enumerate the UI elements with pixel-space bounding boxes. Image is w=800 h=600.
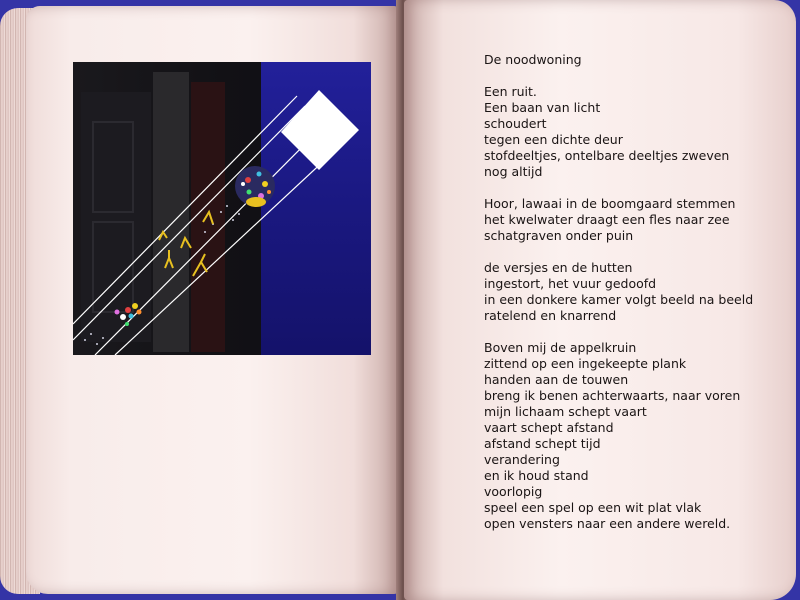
poem-line: ingestort, het vuur gedoofd	[484, 276, 657, 291]
poem-stanza	[484, 196, 784, 244]
poem	[484, 52, 784, 548]
poem-title: De noodwoning	[484, 52, 582, 67]
poem-line: voorlopig	[484, 484, 543, 499]
poem-line: in een donkere kamer volgt beeld na beeld	[484, 292, 754, 307]
red-column	[191, 82, 225, 352]
poem-line: breng ik benen achterwaarts, naar voren	[484, 388, 741, 403]
poem-stanzas	[484, 84, 784, 532]
poem-line: handen aan de touwen	[484, 372, 629, 387]
poem-line: Een baan van licht	[484, 100, 601, 115]
poem-line: vaart schept afstand	[484, 420, 614, 435]
poem-line: afstand schept tijd	[484, 436, 601, 451]
poem-line: stofdeeltjes, ontelbare deeltjes zweven	[484, 148, 730, 163]
poem-line: en ik houd stand	[484, 468, 589, 483]
poem-stanza	[484, 84, 784, 180]
poem-line: schoudert	[484, 116, 547, 131]
poem-line: zittend op een ingekeepte plank	[484, 356, 687, 371]
poem-stanza	[484, 260, 784, 324]
poem-line: Boven mij de appelkruin	[484, 340, 637, 355]
poem-line: speel een spel op een wit plat vlak	[484, 500, 702, 515]
poem-line: tegen een dichte deur	[484, 132, 623, 147]
poem-line: open vensters naar een andere wereld.	[484, 516, 731, 531]
poem-line: verandering	[484, 452, 560, 467]
poem-line: Hoor, lawaai in de boomgaard stemmen	[484, 196, 736, 211]
painting-illustration	[73, 62, 371, 355]
poem-line: nog altijd	[484, 164, 543, 179]
poem-stanza	[484, 340, 784, 532]
poem-line: schatgraven onder puin	[484, 228, 634, 243]
poem-line: mijn lichaam schept vaart	[484, 404, 647, 419]
poem-line: het kwelwater draagt een fles naar zee	[484, 212, 730, 227]
poem-line: ratelend en knarrend	[484, 308, 617, 323]
poem-line: de versjes en de hutten	[484, 260, 633, 275]
poem-line: Een ruit.	[484, 84, 537, 99]
